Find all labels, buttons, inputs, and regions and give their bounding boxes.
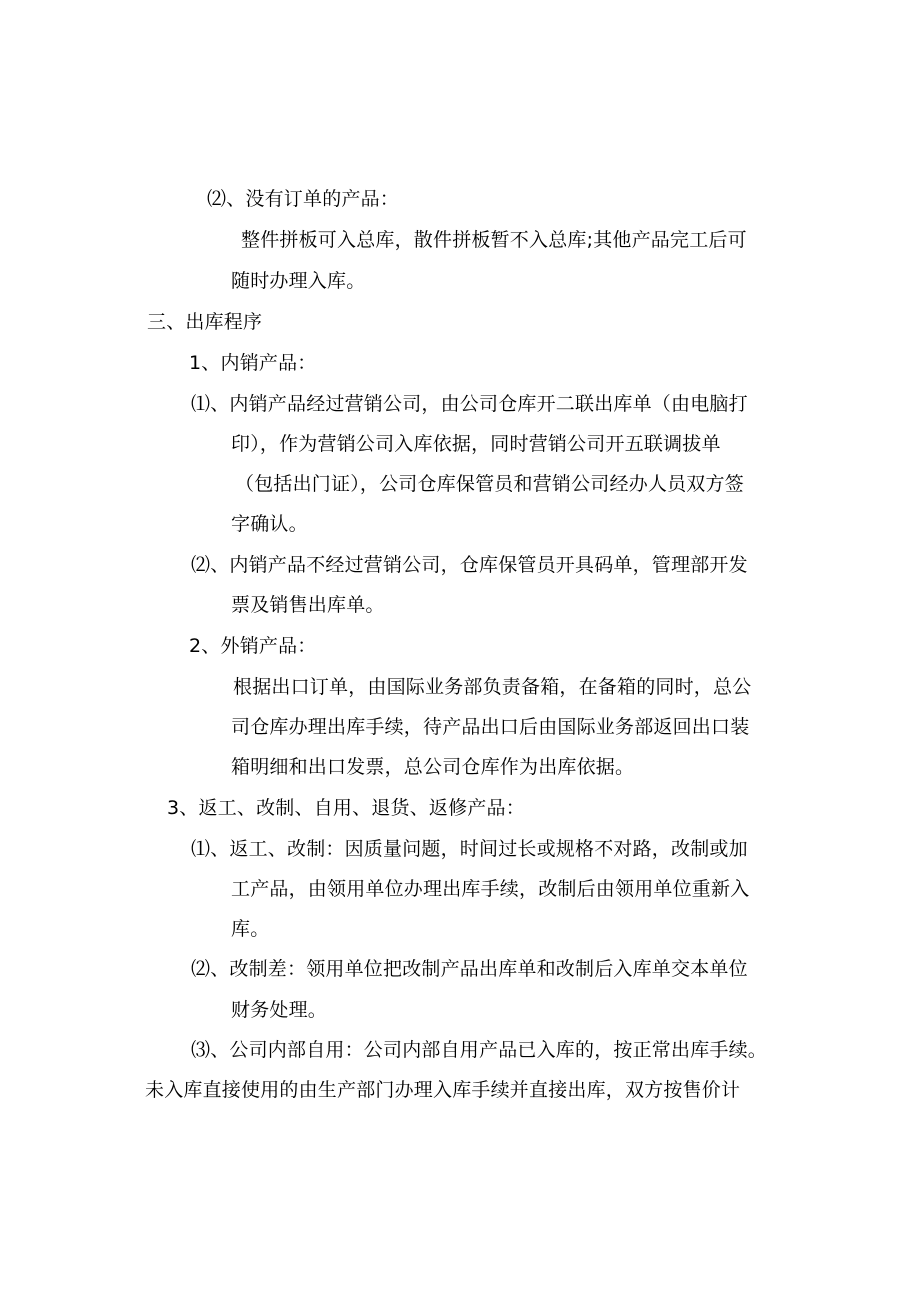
section-heading: 三、出库程序 xyxy=(147,311,263,333)
subsection-heading: 2、外销产品： xyxy=(189,635,317,657)
text-line: 库。 xyxy=(231,918,270,940)
text-line: 工产品，由领用单位办理出库手续，改制后由领用单位重新入 xyxy=(231,878,750,900)
text-line: ⑴、返工、改制：因质量问题，时间过长或规格不对路，改制或加 xyxy=(191,838,748,860)
text-line: ⑵、改制差：领用单位把改制产品出库单和改制后入库单交本单位 xyxy=(191,958,748,980)
text-line: 未入库直接使用的由生产部门办理入库手续并直接出库，双方按售价计 xyxy=(145,1079,741,1101)
text-line: 箱明细和出口发票，总公司仓库作为出库依据。 xyxy=(231,756,635,778)
text-line: 印），作为营销公司入库依据，同时营销公司开五联调拔单 xyxy=(231,433,721,455)
text-line: ⑴、内销产品经过营销公司，由公司仓库开二联出库单（由电脑打 xyxy=(191,393,748,415)
text-line: 票及销售出库单。 xyxy=(231,594,385,616)
text-line: ⑵、内销产品不经过营销公司，仓库保管员开具码单，管理部开发 xyxy=(191,554,748,576)
text-line: 整件拼板可入总库，散件拼板暂不入总库;其他产品完工后可 xyxy=(241,229,747,251)
text-line: 随时办理入库。 xyxy=(231,270,366,292)
text-line: 字确认。 xyxy=(231,513,308,535)
subsection-heading: 1、内销产品： xyxy=(189,352,317,374)
subsection-heading: 3、返工、改制、自用、退货、返修产品： xyxy=(167,797,525,819)
text-line: 司仓库办理出库手续，待产品出口后由国际业务部返回出口装 xyxy=(231,716,750,738)
text-line: （包括出门证），公司仓库保管员和营销公司经办人员双方签 xyxy=(235,473,744,495)
text-line: 财务处理。 xyxy=(231,999,328,1021)
text-line: ⑶、公司内部自用：公司内部自用产品已入库的，按正常出库手续。 xyxy=(191,1039,768,1061)
text-line: 根据出口订单，由国际业务部负责备箱，在备箱的同时，总公 xyxy=(233,676,752,698)
text-line: ⑵、没有订单的产品： xyxy=(207,188,400,210)
